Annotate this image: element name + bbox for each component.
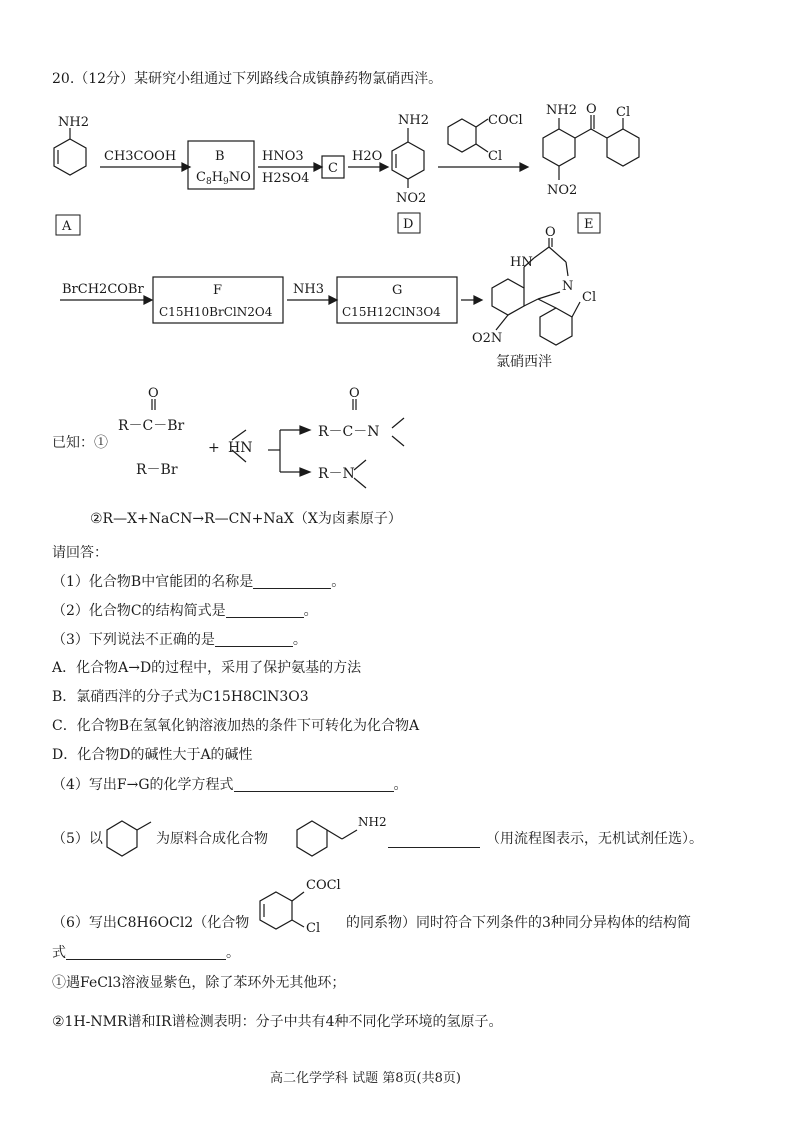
answer-blank-6[interactable] [66,945,226,960]
chlorophenyl-ring [540,308,572,345]
option-c: C．化合物B在氢氧化钠溶液加热的条件下可转化为化合物A [52,718,420,734]
label-f: F [213,283,223,298]
answer-blank-1[interactable] [253,574,331,589]
plus-sign: + [208,440,220,456]
amine-hn: HN [228,440,253,456]
reagent-acetic-acid: CH3COOH [104,149,177,164]
reagent-bromoacetyl-bromide: BrCH2COBr [62,282,144,297]
question-5-middle: 为原料合成化合物 [156,831,268,847]
reagent-ammonia: NH3 [293,282,324,297]
question-3: （3）下列说法不正确的是 。 [52,632,307,648]
question-6-end: 式 。 [52,945,240,961]
page-footer: 高二化学学科 试题 第8页(共8页) [270,1071,461,1086]
phenethylamine-ring [297,821,327,856]
label-g: G [392,283,403,298]
known-reaction-2: ②R—X+NaCN→R—CN+NaX（X为卤素原子） [90,511,402,527]
question-header: 20.（12分）某研究小组通过下列路线合成镇静药物氯硝西泮。 [52,71,443,87]
benzene-ring-product [492,279,524,315]
label-b: B [215,149,225,164]
formula-g: C15H12ClN3O4 [342,305,441,319]
label-no2-d: NO2 [396,191,427,206]
label-a: A [62,219,72,234]
alkyl-bromide: R－Br [136,462,178,478]
benzene-ring-q6 [260,892,292,929]
option-d: D．化合物D的碱性大于A的碱性 [52,747,253,763]
amine-product: R－N [318,466,355,482]
answer-blank-5[interactable] [388,833,480,848]
label-nh2-q5: NH2 [358,815,387,829]
label-nh2-d: NH2 [398,113,429,128]
label-cocl-reagent: COCl [488,113,523,128]
label-o-product: O [545,225,556,240]
option-b: B．氯硝西泮的分子式为C15H8ClN3O3 [52,689,309,705]
answer-blank-3[interactable] [215,632,293,647]
question-1: （1）化合物B中官能团的名称是 。 [52,574,346,590]
label-o2n-product: O2N [472,331,503,346]
label-cl-product: Cl [582,290,597,305]
benzene-ring-e-left [543,129,575,166]
label-n-product: N [562,279,574,294]
acyl-bromide: R－C－Br [118,418,185,434]
label-no2-e: NO2 [547,183,578,198]
amide-product: R－C－N [318,424,380,440]
label-hn-product: HN [510,255,533,270]
question-5-start: （5）以 [52,831,103,847]
label-e: E [584,217,594,232]
label-o-e: O [586,102,597,117]
label-o-known2: O [349,386,360,401]
label-d: D [403,217,414,232]
question-4: （4）写出F→G的化学方程式 。 [52,777,408,793]
label-nh2-a: NH2 [58,115,89,130]
label-c: C [328,161,338,176]
label-cl-e: Cl [616,105,631,120]
benzene-ring-a [54,139,86,175]
option-a: A．化合物A→D的过程中，采用了保护氨基的方法 [52,660,362,676]
question-2: （2）化合物C的结构简式是 。 [52,603,318,619]
question-6-middle: 的同系物）同时符合下列条件的3种同分异构体的结构简 [346,915,691,931]
formula-b: $C_8H_9NO$ [196,170,251,187]
label-cl-q6: Cl [306,921,321,936]
toluene-ring [107,821,137,856]
formula-f: C15H10BrClN2O4 [159,305,273,319]
benzene-ring-d [392,142,424,179]
condition-1: ①遇FeCl3溶液显紫色，除了苯环外无其他环； [52,975,346,991]
label-nh2-e: NH2 [546,103,577,118]
answer-blank-2[interactable] [226,603,304,618]
prompt: 请回答： [52,545,108,561]
product-name: 氯硝西泮 [496,354,552,370]
label-cocl-q6: COCl [306,878,341,893]
known-label: 已知：① [52,435,108,451]
question-5-end: （用流程图表示，无机试剂任选）。 [486,831,703,847]
question-6-start: （6）写出C8H6OCl2（化合物 [52,915,250,931]
reagent-h2so4: H2SO4 [262,171,310,186]
label-o-known1: O [148,386,159,401]
label-cl-reagent: Cl [488,149,503,164]
benzene-ring-e-right [607,129,639,166]
answer-blank-4[interactable] [234,777,394,792]
benzene-ring-reagent [448,119,476,152]
reagent-water: H2O [352,149,383,164]
reagent-hno3: HNO3 [262,149,304,164]
condition-2: ②1H-NMR谱和IR谱检测表明：分子中共有4种不同化学环境的氢原子。 [52,1014,503,1030]
